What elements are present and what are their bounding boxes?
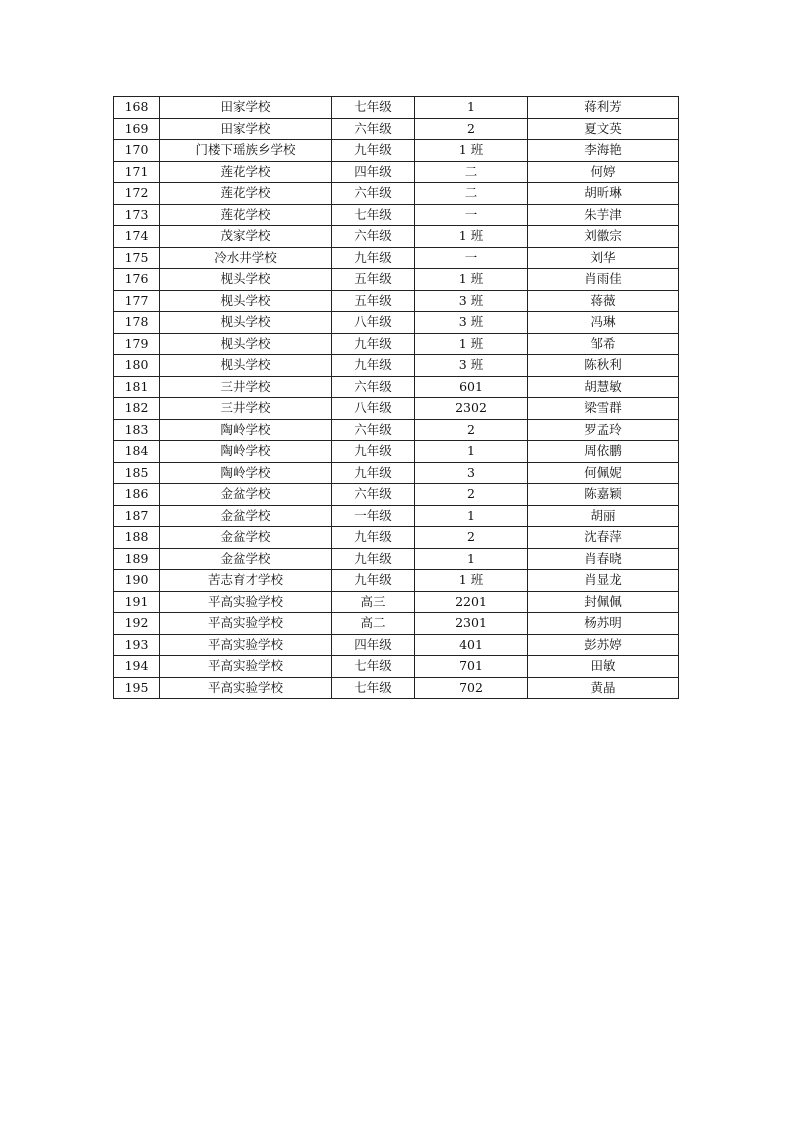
cell-number: 184 — [114, 441, 160, 463]
cell-grade: 九年级 — [332, 462, 415, 484]
cell-school: 陶岭学校 — [160, 419, 332, 441]
cell-class: 2302 — [415, 398, 528, 420]
cell-teacher-name: 周依鹏 — [528, 441, 679, 463]
cell-grade: 六年级 — [332, 183, 415, 205]
cell-school: 三井学校 — [160, 398, 332, 420]
table-row — [114, 634, 679, 656]
cell-school: 陶岭学校 — [160, 441, 332, 463]
table-row — [114, 441, 679, 463]
cell-teacher-name: 梁雪群 — [528, 398, 679, 420]
cell-teacher-name: 陈嘉颖 — [528, 484, 679, 506]
cell-school: 金盆学校 — [160, 527, 332, 549]
roster-table-body — [114, 97, 679, 699]
cell-class: 3 班 — [415, 312, 528, 334]
cell-teacher-name: 何婷 — [528, 161, 679, 183]
cell-teacher-name: 冯琳 — [528, 312, 679, 334]
cell-school: 田家学校 — [160, 118, 332, 140]
cell-grade: 七年级 — [332, 97, 415, 119]
cell-teacher-name: 刘徽宗 — [528, 226, 679, 248]
cell-number: 186 — [114, 484, 160, 506]
cell-teacher-name: 胡昕琳 — [528, 183, 679, 205]
cell-school: 平高实验学校 — [160, 591, 332, 613]
cell-number: 185 — [114, 462, 160, 484]
cell-number: 179 — [114, 333, 160, 355]
cell-teacher-name: 胡慧敏 — [528, 376, 679, 398]
cell-grade: 六年级 — [332, 118, 415, 140]
table-row — [114, 462, 679, 484]
cell-teacher-name: 夏文英 — [528, 118, 679, 140]
table-row — [114, 376, 679, 398]
cell-teacher-name: 彭苏婷 — [528, 634, 679, 656]
cell-grade: 七年级 — [332, 204, 415, 226]
table-row — [114, 613, 679, 635]
cell-number: 176 — [114, 269, 160, 291]
cell-teacher-name: 罗孟玲 — [528, 419, 679, 441]
cell-grade: 高二 — [332, 613, 415, 635]
cell-grade: 高三 — [332, 591, 415, 613]
cell-number: 188 — [114, 527, 160, 549]
table-row — [114, 527, 679, 549]
cell-class: 2201 — [415, 591, 528, 613]
cell-teacher-name: 朱芋津 — [528, 204, 679, 226]
cell-class: 1 班 — [415, 226, 528, 248]
cell-grade: 六年级 — [332, 376, 415, 398]
cell-grade: 七年级 — [332, 656, 415, 678]
cell-number: 168 — [114, 97, 160, 119]
table-row — [114, 97, 679, 119]
cell-class: 3 — [415, 462, 528, 484]
cell-number: 174 — [114, 226, 160, 248]
cell-school: 枧头学校 — [160, 312, 332, 334]
cell-class: 1 班 — [415, 269, 528, 291]
cell-school: 平高实验学校 — [160, 613, 332, 635]
cell-class: 2 — [415, 118, 528, 140]
cell-school: 冷水井学校 — [160, 247, 332, 269]
table-row — [114, 398, 679, 420]
table-row — [114, 183, 679, 205]
cell-school: 莲花学校 — [160, 183, 332, 205]
cell-number: 189 — [114, 548, 160, 570]
table-row — [114, 333, 679, 355]
table-row — [114, 118, 679, 140]
cell-number: 173 — [114, 204, 160, 226]
cell-school: 金盆学校 — [160, 548, 332, 570]
cell-grade: 一年级 — [332, 505, 415, 527]
cell-school: 茂家学校 — [160, 226, 332, 248]
cell-grade: 六年级 — [332, 484, 415, 506]
cell-class: 一 — [415, 247, 528, 269]
cell-teacher-name: 陈秋利 — [528, 355, 679, 377]
table-row — [114, 226, 679, 248]
table-row — [114, 355, 679, 377]
cell-school: 陶岭学校 — [160, 462, 332, 484]
cell-number: 183 — [114, 419, 160, 441]
cell-school: 枧头学校 — [160, 290, 332, 312]
table-row — [114, 419, 679, 441]
cell-number: 194 — [114, 656, 160, 678]
cell-number: 175 — [114, 247, 160, 269]
cell-teacher-name: 蒋利芳 — [528, 97, 679, 119]
cell-class: 701 — [415, 656, 528, 678]
cell-school: 枧头学校 — [160, 355, 332, 377]
cell-grade: 九年级 — [332, 140, 415, 162]
table-row — [114, 548, 679, 570]
cell-class: 1 班 — [415, 333, 528, 355]
table-row — [114, 656, 679, 678]
cell-class: 1 班 — [415, 570, 528, 592]
cell-school: 门楼下瑶族乡学校 — [160, 140, 332, 162]
cell-grade: 九年级 — [332, 548, 415, 570]
cell-grade: 四年级 — [332, 161, 415, 183]
cell-teacher-name: 杨苏明 — [528, 613, 679, 635]
table-row — [114, 312, 679, 334]
cell-teacher-name: 黄晶 — [528, 677, 679, 699]
cell-school: 田家学校 — [160, 97, 332, 119]
cell-class: 二 — [415, 161, 528, 183]
cell-grade: 五年级 — [332, 290, 415, 312]
cell-number: 172 — [114, 183, 160, 205]
cell-school: 苦志育才学校 — [160, 570, 332, 592]
cell-grade: 九年级 — [332, 247, 415, 269]
cell-school: 平高实验学校 — [160, 634, 332, 656]
cell-school: 金盆学校 — [160, 505, 332, 527]
cell-class: 601 — [415, 376, 528, 398]
cell-teacher-name: 沈春萍 — [528, 527, 679, 549]
cell-class: 401 — [415, 634, 528, 656]
cell-grade: 六年级 — [332, 419, 415, 441]
cell-school: 金盆学校 — [160, 484, 332, 506]
cell-teacher-name: 肖显龙 — [528, 570, 679, 592]
table-row — [114, 677, 679, 699]
cell-school: 三井学校 — [160, 376, 332, 398]
cell-class: 1 班 — [415, 140, 528, 162]
cell-class: 1 — [415, 441, 528, 463]
cell-class: 1 — [415, 548, 528, 570]
cell-number: 190 — [114, 570, 160, 592]
cell-school: 平高实验学校 — [160, 677, 332, 699]
table-row — [114, 204, 679, 226]
cell-class: 2 — [415, 527, 528, 549]
cell-number: 193 — [114, 634, 160, 656]
table-row — [114, 484, 679, 506]
table-row — [114, 591, 679, 613]
cell-class: 1 — [415, 505, 528, 527]
table-row — [114, 140, 679, 162]
cell-class: 2 — [415, 484, 528, 506]
cell-grade: 八年级 — [332, 398, 415, 420]
cell-teacher-name: 肖雨佳 — [528, 269, 679, 291]
cell-school: 枧头学校 — [160, 269, 332, 291]
cell-grade: 八年级 — [332, 312, 415, 334]
table-row — [114, 290, 679, 312]
cell-number: 170 — [114, 140, 160, 162]
cell-class: 1 — [415, 97, 528, 119]
cell-number: 177 — [114, 290, 160, 312]
cell-grade: 九年级 — [332, 570, 415, 592]
cell-teacher-name: 肖春晓 — [528, 548, 679, 570]
cell-school: 平高实验学校 — [160, 656, 332, 678]
cell-teacher-name: 刘华 — [528, 247, 679, 269]
cell-number: 191 — [114, 591, 160, 613]
cell-teacher-name: 封佩佩 — [528, 591, 679, 613]
cell-grade: 五年级 — [332, 269, 415, 291]
cell-grade: 九年级 — [332, 355, 415, 377]
cell-school: 枧头学校 — [160, 333, 332, 355]
cell-teacher-name: 李海艳 — [528, 140, 679, 162]
cell-grade: 四年级 — [332, 634, 415, 656]
cell-class: 2 — [415, 419, 528, 441]
cell-school: 莲花学校 — [160, 161, 332, 183]
cell-grade: 九年级 — [332, 527, 415, 549]
cell-class: 一 — [415, 204, 528, 226]
cell-school: 莲花学校 — [160, 204, 332, 226]
cell-teacher-name: 田敏 — [528, 656, 679, 678]
cell-grade: 九年级 — [332, 441, 415, 463]
table-row — [114, 247, 679, 269]
cell-number: 181 — [114, 376, 160, 398]
cell-class: 2301 — [415, 613, 528, 635]
table-row — [114, 161, 679, 183]
cell-teacher-name: 邹希 — [528, 333, 679, 355]
cell-number: 192 — [114, 613, 160, 635]
cell-number: 195 — [114, 677, 160, 699]
cell-number: 187 — [114, 505, 160, 527]
cell-teacher-name: 蒋薇 — [528, 290, 679, 312]
cell-number: 169 — [114, 118, 160, 140]
table-row — [114, 505, 679, 527]
cell-number: 182 — [114, 398, 160, 420]
cell-number: 178 — [114, 312, 160, 334]
cell-number: 180 — [114, 355, 160, 377]
cell-number: 171 — [114, 161, 160, 183]
cell-class: 3 班 — [415, 290, 528, 312]
roster-table — [113, 96, 679, 699]
cell-class: 702 — [415, 677, 528, 699]
cell-grade: 六年级 — [332, 226, 415, 248]
cell-grade: 七年级 — [332, 677, 415, 699]
table-row — [114, 269, 679, 291]
cell-class: 3 班 — [415, 355, 528, 377]
cell-grade: 九年级 — [332, 333, 415, 355]
cell-class: 二 — [415, 183, 528, 205]
cell-teacher-name: 胡丽 — [528, 505, 679, 527]
table-row — [114, 570, 679, 592]
cell-teacher-name: 何佩妮 — [528, 462, 679, 484]
